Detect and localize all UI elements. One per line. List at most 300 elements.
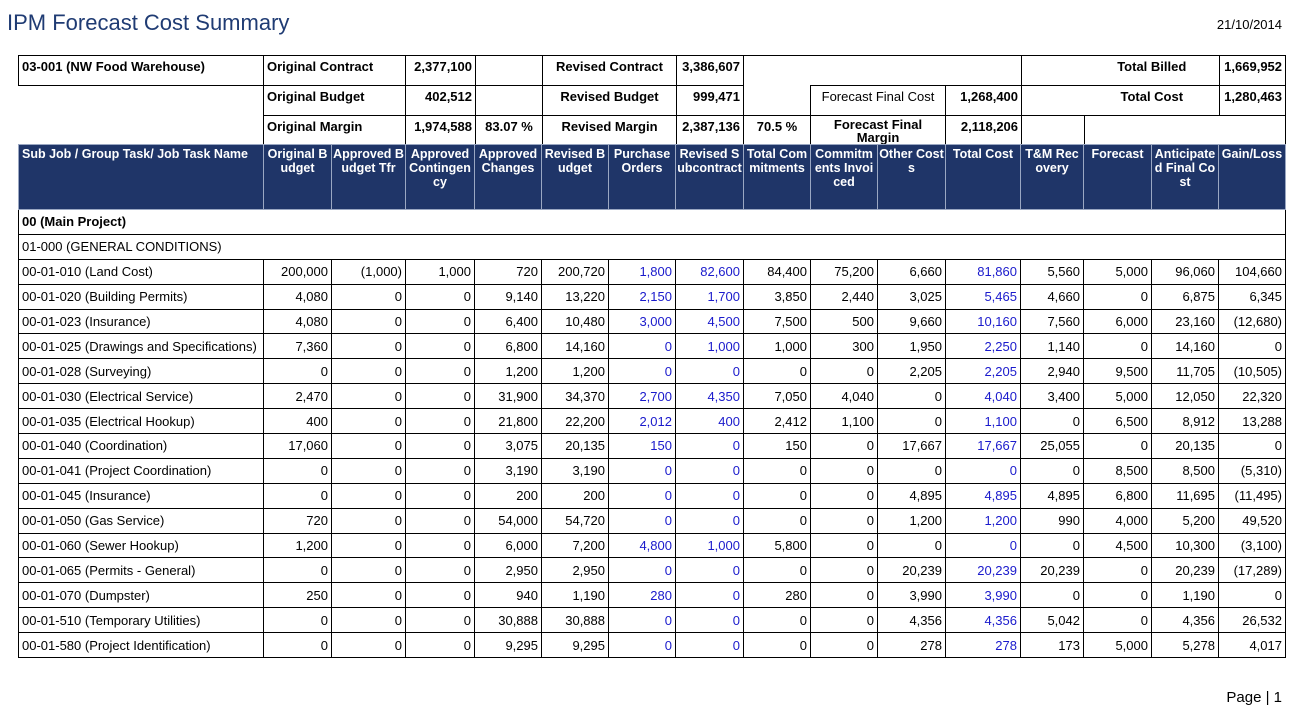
value-cell: 6,000 [1084, 309, 1152, 334]
value-cell: 26,532 [1219, 608, 1286, 633]
value-cell: 0 [332, 533, 406, 558]
section-row-general-conditions [19, 234, 1286, 259]
value-cell: (12,680) [1219, 309, 1286, 334]
page-number: Page | 1 [1226, 689, 1282, 706]
value-cell: (17,289) [1219, 558, 1286, 583]
value-cell: 5,000 [1084, 259, 1152, 284]
section-row-main-project [19, 210, 1286, 235]
drilldown-link-cell[interactable]: 4,800 [609, 533, 676, 558]
value-cell: 990 [1021, 508, 1084, 533]
total-billed-value: 1,669,952 [1220, 56, 1286, 86]
value-cell: 300 [811, 334, 878, 359]
table-row [19, 533, 1286, 558]
task-name-cell: 00-01-023 (Insurance) [19, 309, 264, 334]
report-date: 21/10/2014 [1216, 17, 1282, 32]
original-budget-label: Original Budget [264, 86, 406, 116]
value-cell: 0 [406, 608, 475, 633]
drilldown-link-cell[interactable]: 4,350 [676, 384, 744, 409]
value-cell: 0 [406, 359, 475, 384]
table-row [19, 483, 1286, 508]
value-cell: 3,190 [542, 458, 609, 483]
value-cell: 8,500 [1152, 458, 1219, 483]
value-cell: 200,000 [264, 259, 332, 284]
value-cell: 0 [406, 558, 475, 583]
value-cell: 0 [878, 409, 946, 434]
value-cell: 1,000 [744, 334, 811, 359]
task-name-cell: 00-01-025 (Drawings and Specifications) [19, 334, 264, 359]
value-cell: 0 [406, 458, 475, 483]
drilldown-link-cell[interactable]: 81,860 [946, 259, 1021, 284]
value-cell: (5,310) [1219, 458, 1286, 483]
value-cell: 200,720 [542, 259, 609, 284]
drilldown-link-cell[interactable]: 0 [676, 608, 744, 633]
task-name-cell: 00-01-070 (Dumpster) [19, 583, 264, 608]
value-cell: 25,055 [1021, 434, 1084, 459]
value-cell: 20,239 [1152, 558, 1219, 583]
original-margin-label: Original Margin [264, 116, 406, 146]
drilldown-link-cell[interactable]: 4,895 [946, 483, 1021, 508]
value-cell: 6,875 [1152, 284, 1219, 309]
value-cell: 0 [744, 633, 811, 658]
value-cell: 2,412 [744, 409, 811, 434]
drilldown-link-cell[interactable]: 0 [609, 633, 676, 658]
value-cell: 8,500 [1084, 458, 1152, 483]
value-cell: 17,667 [878, 434, 946, 459]
revised-margin-pct: 70.5 % [744, 116, 811, 146]
table-row [19, 334, 1286, 359]
value-cell: 4,500 [1084, 533, 1152, 558]
value-cell: 0 [332, 384, 406, 409]
value-cell: 720 [264, 508, 332, 533]
total-cost-value: 1,280,463 [1220, 86, 1286, 116]
value-cell: 200 [475, 483, 542, 508]
value-cell: 940 [475, 583, 542, 608]
task-name-cell: 00-01-510 (Temporary Utilities) [19, 608, 264, 633]
drilldown-link-cell[interactable]: 0 [609, 608, 676, 633]
value-cell: 0 [811, 359, 878, 384]
value-cell: 0 [332, 434, 406, 459]
value-cell: 5,000 [1084, 384, 1152, 409]
drilldown-link-cell[interactable]: 1,100 [946, 409, 1021, 434]
value-cell: 1,190 [542, 583, 609, 608]
col-header-total-cost: Total Cost [946, 145, 1021, 210]
col-header-approved-contingency: Approved Contingency [406, 145, 475, 210]
value-cell: 4,895 [878, 483, 946, 508]
value-cell: 0 [264, 633, 332, 658]
value-cell: 3,075 [475, 434, 542, 459]
value-cell: 0 [1084, 434, 1152, 459]
col-header-other-costs: Other Costs [878, 145, 946, 210]
value-cell: 0 [811, 434, 878, 459]
value-cell: 0 [406, 309, 475, 334]
value-cell: 0 [332, 558, 406, 583]
value-cell: 20,135 [1152, 434, 1219, 459]
value-cell: 5,042 [1021, 608, 1084, 633]
value-cell: 0 [811, 633, 878, 658]
table-row [19, 434, 1286, 459]
value-cell: 2,470 [264, 384, 332, 409]
col-header-commitments-invoiced: Commitments Invoiced [811, 145, 878, 210]
table-row [19, 359, 1286, 384]
table-row [19, 384, 1286, 409]
col-header-approved-changes: Approved Changes [475, 145, 542, 210]
value-cell: 9,140 [475, 284, 542, 309]
drilldown-link-cell[interactable]: 1,800 [609, 259, 676, 284]
value-cell: 0 [1021, 583, 1084, 608]
value-cell: 0 [406, 284, 475, 309]
task-name-cell: 00-01-060 (Sewer Hookup) [19, 533, 264, 558]
forecast-final-margin-label: Forecast Final Margin [811, 116, 946, 146]
drilldown-link-cell[interactable]: 0 [676, 359, 744, 384]
value-cell: 1,100 [811, 409, 878, 434]
value-cell: 1,140 [1021, 334, 1084, 359]
drilldown-link-cell[interactable]: 0 [609, 458, 676, 483]
value-cell: 6,660 [878, 259, 946, 284]
total-billed-label: Total Billed [1085, 56, 1220, 86]
value-cell: 9,295 [542, 633, 609, 658]
drilldown-link-cell[interactable]: 0 [609, 558, 676, 583]
value-cell: 6,800 [1084, 483, 1152, 508]
value-cell: 6,500 [1084, 409, 1152, 434]
drilldown-link-cell[interactable]: 4,040 [946, 384, 1021, 409]
value-cell: 0 [1021, 409, 1084, 434]
value-cell: 0 [332, 309, 406, 334]
table-row [19, 508, 1286, 533]
value-cell: 14,160 [1152, 334, 1219, 359]
value-cell: 7,200 [542, 533, 609, 558]
value-cell: 5,000 [1084, 633, 1152, 658]
revised-contract-label: Revised Contract [543, 56, 677, 86]
value-cell: 0 [406, 508, 475, 533]
value-cell: 0 [1084, 608, 1152, 633]
col-header-revised-budget: Revised Budget [542, 145, 609, 210]
value-cell: 4,017 [1219, 633, 1286, 658]
value-cell: 10,480 [542, 309, 609, 334]
value-cell: 1,200 [542, 359, 609, 384]
job-name: 03-001 (NW Food Warehouse) [19, 56, 264, 86]
table-row [19, 558, 1286, 583]
value-cell: 20,135 [542, 434, 609, 459]
original-budget-value: 402,512 [406, 86, 476, 116]
value-cell: 6,800 [475, 334, 542, 359]
drilldown-link-cell[interactable]: 0 [676, 508, 744, 533]
drilldown-link-cell[interactable]: 2,012 [609, 409, 676, 434]
task-name-cell: 00-01-045 (Insurance) [19, 483, 264, 508]
value-cell: 0 [406, 334, 475, 359]
value-cell: 0 [878, 533, 946, 558]
value-cell: 9,660 [878, 309, 946, 334]
value-cell: 1,200 [878, 508, 946, 533]
value-cell: 280 [744, 583, 811, 608]
drilldown-link-cell[interactable]: 20,239 [946, 558, 1021, 583]
value-cell: (3,100) [1219, 533, 1286, 558]
value-cell: 104,660 [1219, 259, 1286, 284]
value-cell: 6,400 [475, 309, 542, 334]
drilldown-link-cell[interactable]: 0 [946, 533, 1021, 558]
value-cell: 49,520 [1219, 508, 1286, 533]
revised-margin-value: 2,387,136 [677, 116, 744, 146]
drilldown-link-cell[interactable]: 3,000 [609, 309, 676, 334]
value-cell: 0 [811, 533, 878, 558]
revised-contract-value: 3,386,607 [677, 56, 744, 86]
value-cell: 12,050 [1152, 384, 1219, 409]
value-cell: 3,025 [878, 284, 946, 309]
value-cell: 0 [332, 458, 406, 483]
value-cell: 0 [264, 608, 332, 633]
drilldown-link-cell[interactable]: 0 [676, 434, 744, 459]
drilldown-link-cell[interactable]: 0 [676, 633, 744, 658]
task-name-cell: 00-01-030 (Electrical Service) [19, 384, 264, 409]
drilldown-link-cell[interactable]: 4,356 [946, 608, 1021, 633]
drilldown-link-cell[interactable]: 0 [609, 334, 676, 359]
drilldown-link-cell[interactable]: 2,150 [609, 284, 676, 309]
value-cell: 4,080 [264, 309, 332, 334]
col-header-task-name: Sub Job / Group Task/ Job Task Name [19, 145, 264, 210]
value-cell: 0 [264, 483, 332, 508]
value-cell: 0 [264, 458, 332, 483]
value-cell: 3,400 [1021, 384, 1084, 409]
col-header-approved-budget-tfr: Approved Budget Tfr [332, 145, 406, 210]
value-cell: 0 [332, 483, 406, 508]
value-cell: (1,000) [332, 259, 406, 284]
value-cell: 200 [542, 483, 609, 508]
total-cost-label: Total Cost [1085, 86, 1220, 116]
task-name-cell: 00-01-035 (Electrical Hookup) [19, 409, 264, 434]
drilldown-link-cell[interactable]: 278 [946, 633, 1021, 658]
value-cell: 10,300 [1152, 533, 1219, 558]
value-cell: 1,000 [406, 259, 475, 284]
table-row [19, 284, 1286, 309]
value-cell: 22,200 [542, 409, 609, 434]
drilldown-link-cell[interactable]: 2,700 [609, 384, 676, 409]
drilldown-link-cell[interactable]: 0 [609, 483, 676, 508]
value-cell: 0 [744, 558, 811, 583]
table-row [19, 259, 1286, 284]
drilldown-link-cell[interactable]: 0 [676, 583, 744, 608]
value-cell: 5,560 [1021, 259, 1084, 284]
value-cell: 7,050 [744, 384, 811, 409]
col-header-forecast: Forecast [1084, 145, 1152, 210]
table-row [19, 633, 1286, 658]
value-cell: 13,288 [1219, 409, 1286, 434]
group-label: 01-000 (GENERAL CONDITIONS) [19, 234, 1286, 259]
value-cell: 0 [811, 483, 878, 508]
value-cell: 1,200 [264, 533, 332, 558]
drilldown-link-cell[interactable]: 400 [676, 409, 744, 434]
drilldown-link-cell[interactable]: 0 [946, 458, 1021, 483]
value-cell: 0 [332, 583, 406, 608]
value-cell: 0 [744, 458, 811, 483]
value-cell: 173 [1021, 633, 1084, 658]
drilldown-link-cell[interactable]: 1,200 [946, 508, 1021, 533]
value-cell: 5,278 [1152, 633, 1219, 658]
value-cell: 0 [264, 558, 332, 583]
col-header-total-commitments: Total Commitments [744, 145, 811, 210]
task-name-cell: 00-01-050 (Gas Service) [19, 508, 264, 533]
drilldown-link-cell[interactable]: 2,205 [946, 359, 1021, 384]
value-cell: 13,220 [542, 284, 609, 309]
drilldown-link-cell[interactable]: 0 [676, 483, 744, 508]
value-cell: 4,000 [1084, 508, 1152, 533]
table-row [19, 608, 1286, 633]
value-cell: 0 [332, 359, 406, 384]
value-cell: 0 [332, 508, 406, 533]
value-cell: 0 [1084, 284, 1152, 309]
value-cell: 0 [264, 359, 332, 384]
col-header-original-budget: Original Budget [264, 145, 332, 210]
value-cell: 2,205 [878, 359, 946, 384]
col-header-revised-subcontract: Revised Subcontract [676, 145, 744, 210]
value-cell: 0 [878, 458, 946, 483]
value-cell: 0 [811, 583, 878, 608]
table-header-row [19, 145, 1286, 210]
value-cell: 7,560 [1021, 309, 1084, 334]
value-cell: 500 [811, 309, 878, 334]
value-cell: 1,190 [1152, 583, 1219, 608]
drilldown-link-cell[interactable]: 0 [676, 558, 744, 583]
col-header-anticipated-final-cost: Anticipated Final Cost [1152, 145, 1219, 210]
drilldown-link-cell[interactable]: 82,600 [676, 259, 744, 284]
value-cell: 0 [811, 458, 878, 483]
value-cell: 3,190 [475, 458, 542, 483]
value-cell: 0 [744, 508, 811, 533]
value-cell: 20,239 [1021, 558, 1084, 583]
value-cell: 8,912 [1152, 409, 1219, 434]
drilldown-link-cell[interactable]: 3,990 [946, 583, 1021, 608]
task-name-cell: 00-01-020 (Building Permits) [19, 284, 264, 309]
value-cell: 0 [332, 334, 406, 359]
original-contract-label: Original Contract [264, 56, 406, 86]
value-cell: (11,495) [1219, 483, 1286, 508]
value-cell: 14,160 [542, 334, 609, 359]
value-cell: 2,950 [475, 558, 542, 583]
value-cell: 6,345 [1219, 284, 1286, 309]
value-cell: 4,040 [811, 384, 878, 409]
task-name-cell: 00-01-065 (Permits - General) [19, 558, 264, 583]
forecast-final-cost-label: Forecast Final Cost [811, 86, 946, 116]
value-cell: 7,500 [744, 309, 811, 334]
value-cell: 0 [1219, 434, 1286, 459]
drilldown-link-cell[interactable]: 0 [609, 359, 676, 384]
task-name-cell: 00-01-580 (Project Identification) [19, 633, 264, 658]
value-cell: 1,950 [878, 334, 946, 359]
value-cell: 0 [1084, 583, 1152, 608]
value-cell: 0 [744, 483, 811, 508]
value-cell: 96,060 [1152, 259, 1219, 284]
value-cell: 2,950 [542, 558, 609, 583]
table-row [19, 409, 1286, 434]
original-margin-value: 1,974,588 [406, 116, 476, 146]
value-cell: 0 [332, 409, 406, 434]
drilldown-link-cell[interactable]: 4,500 [676, 309, 744, 334]
drilldown-link-cell[interactable]: 10,160 [946, 309, 1021, 334]
value-cell: 150 [744, 434, 811, 459]
value-cell: 2,940 [1021, 359, 1084, 384]
revised-budget-label: Revised Budget [543, 86, 677, 116]
value-cell: 1,200 [475, 359, 542, 384]
value-cell: 400 [264, 409, 332, 434]
value-cell: 278 [878, 633, 946, 658]
value-cell: 4,356 [1152, 608, 1219, 633]
task-name-cell: 00-01-028 (Surveying) [19, 359, 264, 384]
value-cell: 23,160 [1152, 309, 1219, 334]
value-cell: 4,356 [878, 608, 946, 633]
original-contract-value: 2,377,100 [406, 56, 476, 86]
value-cell: 0 [878, 384, 946, 409]
value-cell: 0 [1084, 334, 1152, 359]
revised-budget-value: 999,471 [677, 86, 744, 116]
value-cell: 0 [332, 608, 406, 633]
value-cell: 30,888 [542, 608, 609, 633]
drilldown-link-cell[interactable]: 0 [609, 508, 676, 533]
value-cell: 0 [406, 434, 475, 459]
col-header-purchase-orders: Purchase Orders [609, 145, 676, 210]
value-cell: 0 [1021, 458, 1084, 483]
report-title: IPM Forecast Cost Summary [7, 10, 290, 35]
value-cell: 4,080 [264, 284, 332, 309]
value-cell: (10,505) [1219, 359, 1286, 384]
col-header-tm-recovery: T&M Recovery [1021, 145, 1084, 210]
value-cell: 0 [1219, 334, 1286, 359]
summary-table [18, 55, 1286, 146]
drilldown-link-cell[interactable]: 1,000 [676, 334, 744, 359]
value-cell: 0 [1219, 583, 1286, 608]
value-cell: 7,360 [264, 334, 332, 359]
value-cell: 34,370 [542, 384, 609, 409]
value-cell: 3,990 [878, 583, 946, 608]
value-cell: 250 [264, 583, 332, 608]
value-cell: 31,900 [475, 384, 542, 409]
value-cell: 0 [406, 384, 475, 409]
revised-margin-label: Revised Margin [543, 116, 677, 146]
value-cell: 11,695 [1152, 483, 1219, 508]
table-row [19, 309, 1286, 334]
value-cell: 0 [406, 483, 475, 508]
drilldown-link-cell[interactable]: 150 [609, 434, 676, 459]
drilldown-link-cell[interactable]: 1,000 [676, 533, 744, 558]
section-label: 00 (Main Project) [19, 210, 1286, 235]
value-cell: 0 [811, 558, 878, 583]
forecast-final-margin-value: 2,118,206 [946, 116, 1022, 146]
value-cell: 0 [406, 633, 475, 658]
drilldown-link-cell[interactable]: 17,667 [946, 434, 1021, 459]
value-cell: 3,850 [744, 284, 811, 309]
table-row [19, 583, 1286, 608]
value-cell: 6,000 [475, 533, 542, 558]
table-row [19, 458, 1286, 483]
value-cell: 54,000 [475, 508, 542, 533]
drilldown-link-cell[interactable]: 0 [676, 458, 744, 483]
value-cell: 11,705 [1152, 359, 1219, 384]
value-cell: 21,800 [475, 409, 542, 434]
value-cell: 9,295 [475, 633, 542, 658]
drilldown-link-cell[interactable]: 5,465 [946, 284, 1021, 309]
drilldown-link-cell[interactable]: 2,250 [946, 334, 1021, 359]
value-cell: 2,440 [811, 284, 878, 309]
forecast-final-cost-value: 1,268,400 [946, 86, 1022, 116]
drilldown-link-cell[interactable]: 1,700 [676, 284, 744, 309]
drilldown-link-cell[interactable]: 280 [609, 583, 676, 608]
value-cell: 22,320 [1219, 384, 1286, 409]
value-cell: 720 [475, 259, 542, 284]
task-name-cell: 00-01-041 (Project Coordination) [19, 458, 264, 483]
task-name-cell: 00-01-040 (Coordination) [19, 434, 264, 459]
value-cell: 0 [406, 583, 475, 608]
value-cell: 17,060 [264, 434, 332, 459]
value-cell: 0 [332, 633, 406, 658]
value-cell: 0 [332, 284, 406, 309]
value-cell: 54,720 [542, 508, 609, 533]
